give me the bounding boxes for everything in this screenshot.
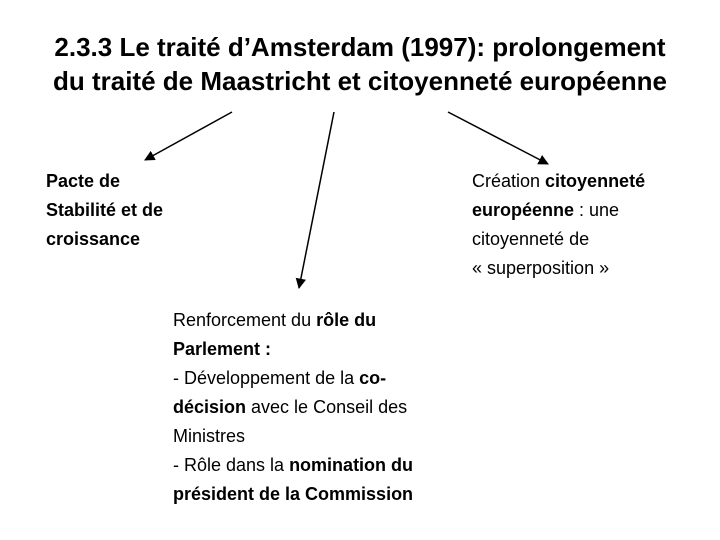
right-line-2 bbox=[472, 196, 692, 225]
center-line-6 bbox=[173, 451, 473, 480]
right-line-1-text: Création bbox=[472, 171, 546, 191]
center-line-6-bold: nomination du bbox=[289, 455, 414, 475]
right-line-3: citoyenneté de bbox=[472, 229, 590, 249]
node-pacte-stabilite bbox=[46, 167, 246, 254]
left-line-2: Stabilité et de bbox=[46, 200, 164, 220]
title-line-2: du traité de Maastricht et citoyenneté européenne bbox=[52, 66, 668, 96]
center-line-4-bold: décision bbox=[173, 397, 247, 417]
center-line-2-bold: Parlement : bbox=[173, 339, 272, 359]
node-parlement bbox=[173, 306, 473, 509]
center-line-6-text: - Rôle dans la bbox=[173, 455, 290, 475]
center-line-1-bold: rôle du bbox=[316, 310, 377, 330]
center-line-7-bold: président de la Commission bbox=[173, 484, 414, 504]
center-line-4 bbox=[173, 393, 473, 422]
center-line-3-text: - Développement de la bbox=[173, 368, 360, 388]
left-line-1: Pacte de bbox=[46, 171, 121, 191]
node-citoyennete bbox=[472, 167, 692, 283]
right-line-2-text: : une bbox=[574, 200, 620, 220]
right-line-2-bold: européenne bbox=[472, 200, 575, 220]
arrow-to-left bbox=[145, 112, 232, 160]
center-line-4-text: avec le Conseil des bbox=[246, 397, 408, 417]
center-line-1 bbox=[173, 306, 473, 335]
arrow-to-right bbox=[448, 112, 548, 164]
right-line-1-bold: citoyenneté bbox=[545, 171, 646, 191]
title-line-1: 2.3.3 Le traité d’Amsterdam (1997): prolongement bbox=[54, 32, 666, 62]
center-line-5: Ministres bbox=[173, 426, 246, 446]
center-line-2 bbox=[173, 335, 473, 364]
center-line-1-text: Renforcement du bbox=[173, 310, 317, 330]
left-line-3: croissance bbox=[46, 229, 141, 249]
right-line-4: « superposition » bbox=[472, 258, 610, 278]
center-line-7 bbox=[173, 480, 473, 509]
right-line-1 bbox=[472, 167, 692, 196]
center-line-3-bold: co- bbox=[359, 368, 387, 388]
center-line-3 bbox=[173, 364, 473, 393]
arrow-to-center bbox=[299, 112, 334, 288]
